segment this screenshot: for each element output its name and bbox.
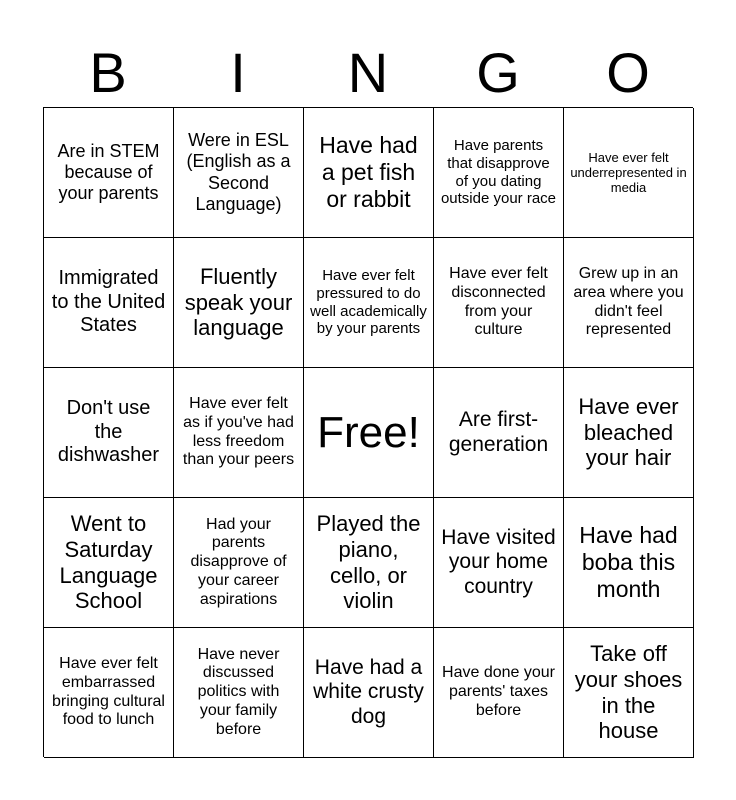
cell-text: Have ever bleached your hair <box>578 393 679 471</box>
bingo-cell[interactable] <box>564 368 694 498</box>
cell-text: Have visited your home country <box>441 525 556 598</box>
bingo-cell[interactable] <box>174 628 304 758</box>
cell-text: Don't use the dishwasher <box>57 397 160 467</box>
title-letter-n: N <box>347 41 389 104</box>
bingo-cell[interactable] <box>174 498 304 628</box>
cell-text: Are in STEM because of your parents <box>57 140 160 204</box>
bingo-cell[interactable] <box>304 238 434 368</box>
bingo-board <box>43 107 693 757</box>
cell-text: Have ever felt embarrassed bringing cultural food to lunch <box>52 655 165 729</box>
title-letter-b: B <box>89 41 127 104</box>
cell-text: Fluently speak your language <box>184 263 293 341</box>
bingo-cell[interactable] <box>174 108 304 238</box>
bingo-cell[interactable] <box>434 368 564 498</box>
cell-text: Have had a white crusty dog <box>313 655 424 728</box>
bingo-title <box>43 40 693 106</box>
bingo-cell[interactable] <box>44 238 174 368</box>
bingo-cell[interactable] <box>434 628 564 758</box>
cell-text: Have never discussed politics with your family before <box>197 645 280 738</box>
cell-text: Have ever felt as if you've had less freedom than your peers <box>182 395 295 469</box>
bingo-cell[interactable] <box>174 368 304 498</box>
bingo-cell[interactable] <box>44 498 174 628</box>
bingo-cell[interactable] <box>304 498 434 628</box>
cell-text: Immigrated to the United States <box>51 267 166 337</box>
bingo-cell[interactable] <box>44 368 174 498</box>
free-space[interactable] <box>304 368 434 498</box>
cell-text: Have done your parents' taxes before <box>442 664 555 719</box>
cell-text: Take off your shoes in the house <box>574 641 683 744</box>
free-space-label: Free! <box>317 407 420 457</box>
bingo-cell[interactable] <box>304 108 434 238</box>
cell-text: Were in ESL (English as a Second Language) <box>186 130 291 214</box>
cell-text: Have ever felt underrepresented in media <box>570 149 687 196</box>
cell-text: Are first-generation <box>448 407 549 456</box>
bingo-cell[interactable] <box>44 628 174 758</box>
cell-text: Went to Saturday Language School <box>59 511 158 614</box>
bingo-cell[interactable] <box>434 498 564 628</box>
cell-text: Have ever felt pressured to do well academically by your parents <box>310 267 427 338</box>
title-letter-g: G <box>476 41 520 104</box>
bingo-cell[interactable] <box>44 108 174 238</box>
title-letter-i: I <box>230 41 246 104</box>
bingo-cell[interactable] <box>304 628 434 758</box>
bingo-cell[interactable] <box>434 238 564 368</box>
bingo-cell[interactable] <box>174 238 304 368</box>
cell-text: Played the piano, cello, or violin <box>316 511 421 614</box>
cell-text: Have had boba this month <box>579 522 678 602</box>
cell-text: Have ever felt disconnected from your culture <box>449 265 548 339</box>
title-letter-o: O <box>606 41 650 104</box>
cell-text: Had your parents disapprove of your career aspirations <box>190 515 287 608</box>
bingo-cell[interactable] <box>434 108 564 238</box>
cell-text: Have parents that disapprove of you dating outside your race <box>440 137 557 208</box>
cell-text: Have had a pet fish or rabbit <box>319 132 418 212</box>
cell-text: Grew up in an area where you didn't feel represented <box>573 265 684 339</box>
bingo-cell[interactable] <box>564 628 694 758</box>
bingo-cell[interactable] <box>564 108 694 238</box>
bingo-cell[interactable] <box>564 498 694 628</box>
bingo-cell[interactable] <box>564 238 694 368</box>
